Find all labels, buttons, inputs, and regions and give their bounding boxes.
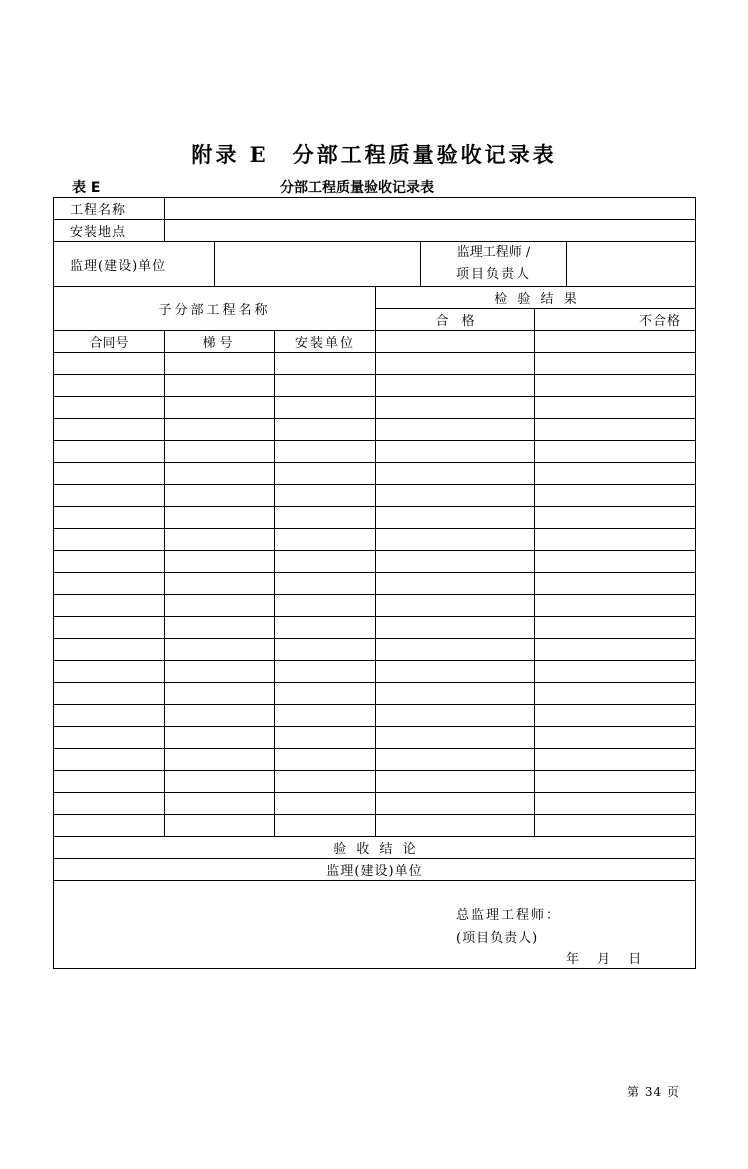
fail-cell[interactable]	[535, 419, 696, 441]
table-row	[54, 661, 696, 683]
record-rows	[54, 353, 696, 837]
pass-cell[interactable]	[376, 485, 535, 507]
contract-no-cell[interactable]	[54, 419, 165, 441]
install-unit-cell[interactable]	[275, 551, 376, 573]
fail-cell[interactable]	[535, 705, 696, 727]
table-row	[54, 463, 696, 485]
supervisor-label-line1: 监理工程师 /	[456, 245, 531, 260]
elevator-no-cell[interactable]	[165, 661, 275, 683]
contract-no-cell[interactable]	[54, 595, 165, 617]
table-row	[54, 551, 696, 573]
install-unit-cell[interactable]	[275, 595, 376, 617]
pass-cell[interactable]	[376, 375, 535, 397]
pass-cell[interactable]	[376, 573, 535, 595]
fail-cell[interactable]	[535, 661, 696, 683]
fail-cell[interactable]	[535, 485, 696, 507]
elevator-no-cell[interactable]	[165, 683, 275, 705]
fail-cell[interactable]	[535, 507, 696, 529]
elevator-no-cell[interactable]	[165, 419, 275, 441]
table-row	[54, 815, 696, 837]
pass-cell[interactable]	[376, 463, 535, 485]
fail-cell[interactable]	[535, 551, 696, 573]
install-unit-cell[interactable]	[275, 353, 376, 375]
contract-no-cell[interactable]	[54, 771, 165, 793]
install-unit-cell[interactable]	[275, 683, 376, 705]
pass-cell[interactable]	[376, 441, 535, 463]
elevator-no-cell[interactable]	[165, 771, 275, 793]
table-subheading	[72, 177, 692, 197]
install-unit-cell[interactable]	[275, 771, 376, 793]
chief-supervisor-label: 总监理工程师：	[456, 908, 562, 923]
contract-no-cell[interactable]	[54, 485, 165, 507]
col-install-unit: 安装单位	[275, 331, 376, 353]
install-unit-cell[interactable]	[275, 375, 376, 397]
contract-no-cell[interactable]	[54, 397, 165, 419]
contract-no-cell[interactable]	[54, 727, 165, 749]
elevator-no-cell[interactable]	[165, 529, 275, 551]
elevator-no-cell[interactable]	[165, 617, 275, 639]
pass-cell[interactable]	[376, 551, 535, 573]
contract-no-cell[interactable]	[54, 573, 165, 595]
install-unit-cell[interactable]	[275, 727, 376, 749]
table-row	[54, 617, 696, 639]
table-row	[54, 375, 696, 397]
contract-no-cell[interactable]	[54, 705, 165, 727]
elevator-no-cell[interactable]	[165, 815, 275, 837]
page-title: 附录 E 分部工程质量验收记录表	[191, 142, 557, 167]
table-row	[54, 727, 696, 749]
table-row	[54, 397, 696, 419]
pass-cell[interactable]	[376, 639, 535, 661]
fail-header: 不合格	[535, 309, 696, 331]
elevator-no-cell[interactable]	[165, 397, 275, 419]
pass-cell[interactable]	[376, 683, 535, 705]
date-label: 年 月 日	[566, 952, 642, 967]
fail-cell[interactable]	[535, 749, 696, 771]
table-row	[54, 595, 696, 617]
fail-cell[interactable]	[535, 573, 696, 595]
install-location-value[interactable]	[165, 220, 696, 242]
install-unit-cell[interactable]	[275, 705, 376, 727]
fail-cell[interactable]	[535, 639, 696, 661]
fail-cell[interactable]	[535, 463, 696, 485]
project-lead-label: (项目负责人)	[456, 931, 539, 946]
install-unit-cell[interactable]	[275, 463, 376, 485]
pass-cell[interactable]	[376, 529, 535, 551]
signature-cell[interactable]	[54, 881, 696, 969]
fail-cell[interactable]	[535, 727, 696, 749]
elevator-no-cell[interactable]	[165, 551, 275, 573]
pass-cell[interactable]	[376, 397, 535, 419]
fail-cell[interactable]	[535, 397, 696, 419]
contract-no-cell[interactable]	[54, 683, 165, 705]
supervisor-label-line2: 项目负责人	[455, 267, 531, 282]
fail-cell[interactable]	[535, 683, 696, 705]
pass-cell[interactable]	[376, 661, 535, 683]
install-unit-cell[interactable]	[275, 617, 376, 639]
contract-no-cell[interactable]	[54, 529, 165, 551]
acceptance-record-table	[53, 197, 696, 969]
col-contract-no: 合同号	[54, 331, 165, 353]
table-name: 分部工程质量验收记录表	[280, 180, 434, 196]
elevator-no-cell[interactable]	[165, 573, 275, 595]
pass-cell[interactable]	[376, 727, 535, 749]
table-code: 表 E	[72, 180, 101, 196]
table-row	[54, 507, 696, 529]
elevator-no-cell[interactable]	[165, 507, 275, 529]
table-row	[54, 353, 696, 375]
pass-cell[interactable]	[376, 749, 535, 771]
elevator-no-cell[interactable]	[165, 749, 275, 771]
pass-cell[interactable]	[376, 793, 535, 815]
table-row	[54, 705, 696, 727]
contract-no-cell[interactable]	[54, 815, 165, 837]
fail-cell[interactable]	[535, 815, 696, 837]
elevator-no-cell[interactable]	[165, 375, 275, 397]
fail-cell[interactable]	[535, 375, 696, 397]
pass-cell[interactable]	[376, 353, 535, 375]
table-row	[54, 639, 696, 661]
fail-cell[interactable]	[535, 617, 696, 639]
contract-no-cell[interactable]	[54, 793, 165, 815]
table-row	[54, 529, 696, 551]
conclusion-header: 验 收 结 论	[54, 837, 696, 859]
conclusion-unit: 监理(建设)单位	[54, 859, 696, 881]
install-unit-cell[interactable]	[275, 397, 376, 419]
contract-no-cell[interactable]	[54, 463, 165, 485]
col-fail	[535, 331, 696, 353]
contract-no-cell[interactable]	[54, 375, 165, 397]
elevator-no-cell[interactable]	[165, 485, 275, 507]
col-pass	[376, 331, 535, 353]
table-row	[54, 573, 696, 595]
table-row	[54, 771, 696, 793]
contract-no-cell[interactable]	[54, 661, 165, 683]
fail-cell[interactable]	[535, 441, 696, 463]
fail-cell[interactable]	[535, 353, 696, 375]
install-unit-cell[interactable]	[275, 529, 376, 551]
supervision-unit-value[interactable]	[215, 242, 421, 287]
install-unit-cell[interactable]	[275, 793, 376, 815]
elevator-no-cell[interactable]	[165, 595, 275, 617]
install-unit-cell[interactable]	[275, 507, 376, 529]
project-name-label: 工程名称	[54, 198, 165, 220]
fail-cell[interactable]	[535, 793, 696, 815]
elevator-no-cell[interactable]	[165, 353, 275, 375]
contract-no-cell[interactable]	[54, 639, 165, 661]
install-unit-cell[interactable]	[275, 639, 376, 661]
elevator-no-cell[interactable]	[165, 463, 275, 485]
table-row	[54, 419, 696, 441]
install-unit-cell[interactable]	[275, 485, 376, 507]
elevator-no-cell[interactable]	[165, 727, 275, 749]
contract-no-cell[interactable]	[54, 749, 165, 771]
contract-no-cell[interactable]	[54, 507, 165, 529]
fail-cell[interactable]	[535, 771, 696, 793]
install-unit-cell[interactable]	[275, 573, 376, 595]
install-unit-cell[interactable]	[275, 815, 376, 837]
install-unit-cell[interactable]	[275, 749, 376, 771]
supervisor-label	[421, 242, 567, 287]
install-unit-cell[interactable]	[275, 441, 376, 463]
contract-no-cell[interactable]	[54, 353, 165, 375]
page-number: 第 34 页	[627, 1085, 680, 1099]
contract-no-cell[interactable]	[54, 441, 165, 463]
elevator-no-cell[interactable]	[165, 793, 275, 815]
col-elevator-no: 梯号	[165, 331, 275, 353]
pass-cell[interactable]	[376, 815, 535, 837]
elevator-no-cell[interactable]	[165, 441, 275, 463]
table-row	[54, 793, 696, 815]
table-row	[54, 441, 696, 463]
pass-cell[interactable]	[376, 617, 535, 639]
contract-no-cell[interactable]	[54, 551, 165, 573]
supervisor-value[interactable]	[567, 242, 696, 287]
supervision-unit-label: 监理(建设)单位	[54, 242, 215, 287]
install-location-label: 安装地点	[54, 220, 165, 242]
install-unit-cell[interactable]	[275, 661, 376, 683]
sub-project-name-label: 子分部工程名称	[54, 287, 376, 331]
contract-no-cell[interactable]	[54, 617, 165, 639]
pass-header: 合 格	[376, 309, 535, 331]
elevator-no-cell[interactable]	[165, 639, 275, 661]
table-row	[54, 485, 696, 507]
elevator-no-cell[interactable]	[165, 705, 275, 727]
pass-cell[interactable]	[376, 507, 535, 529]
pass-cell[interactable]	[376, 595, 535, 617]
pass-cell[interactable]	[376, 771, 535, 793]
table-row	[54, 749, 696, 771]
pass-cell[interactable]	[376, 705, 535, 727]
table-row	[54, 683, 696, 705]
install-unit-cell[interactable]	[275, 419, 376, 441]
pass-cell[interactable]	[376, 419, 535, 441]
inspection-result-header: 检 验 结 果	[376, 287, 696, 309]
project-name-value[interactable]	[165, 198, 696, 220]
fail-cell[interactable]	[535, 529, 696, 551]
fail-cell[interactable]	[535, 595, 696, 617]
